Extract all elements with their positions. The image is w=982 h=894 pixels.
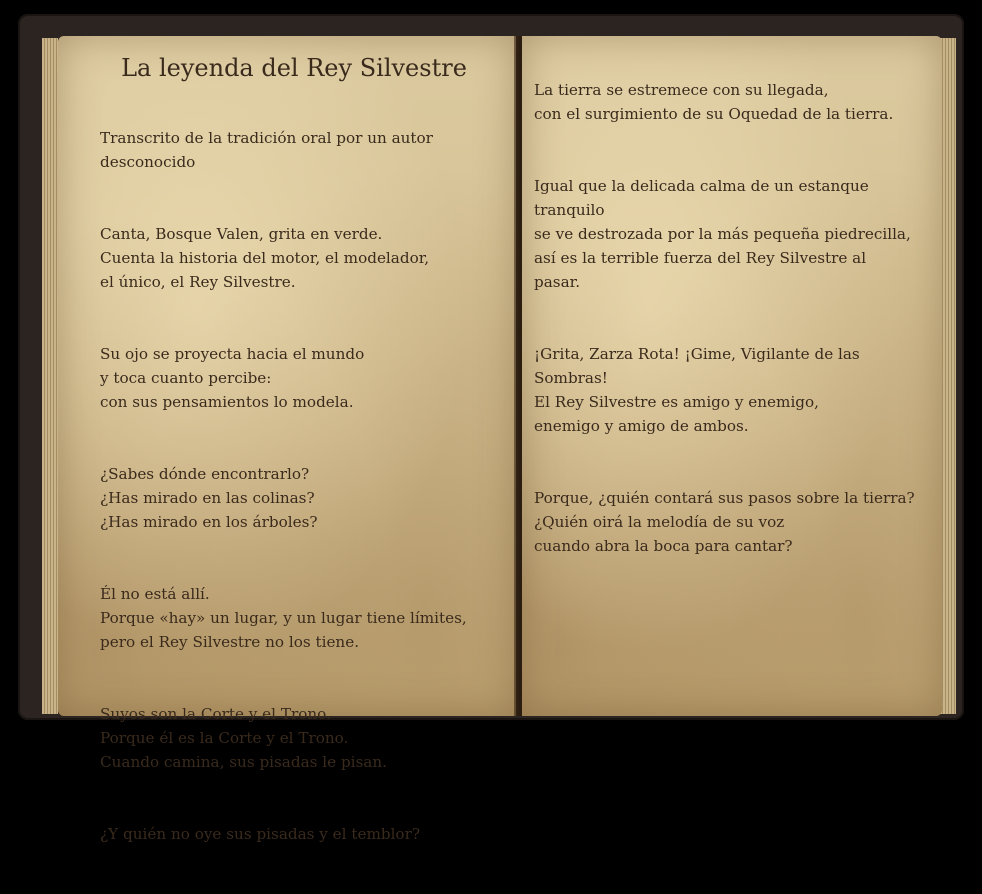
paragraph: Su ojo se proyecta hacia el mundo y toca cuanto percibe: con sus pensamientos lo modela.: [100, 345, 365, 411]
paragraph: Igual que la delicada calma de un estanque tranquilo se ve destrozada por la más pequeña piedrecilla, así es la terrible fuerza del Rey Silvestre al pasar.: [534, 177, 911, 291]
left-page-text: [100, 102, 510, 894]
paragraph: ¿Sabes dónde encontrarlo? ¿Has mirado en las colinas? ¿Has mirado en los árboles?: [100, 465, 318, 531]
paragraph: ¡Grita, Zarza Rota! ¡Gime, Vigilante de las Sombras! El Rey Silvestre es amigo y enemigo, enemigo y amigo de ambos.: [534, 345, 860, 435]
paragraph: Porque, ¿quién contará sus pasos sobre la tierra? ¿Quién oirá la melodía de su voz cuando abra la boca para cantar?: [534, 489, 915, 555]
paragraph: ¿Y quién no oye sus pisadas y el temblor?: [100, 825, 420, 843]
book-title: La leyenda del Rey Silvestre: [121, 54, 467, 82]
right-page: [522, 36, 942, 716]
paragraph: Transcrito de la tradición oral por un autor desconocido: [100, 129, 433, 171]
right-page-text: [534, 54, 934, 606]
paragraph: La tierra se estremece con su llegada, con el surgimiento de su Oquedad de la tierra.: [534, 81, 894, 123]
book-cover: [18, 14, 964, 843]
paragraph: Canta, Bosque Valen, grita en verde. Cuenta la historia del motor, el modelador, el único, el Rey Silvestre.: [100, 225, 430, 291]
left-page: [58, 36, 516, 843]
paragraph: Suyos son la Corte y el Trono. Porque él es la Corte y el Trono. Cuando camina, sus pisadas le pisan.: [100, 705, 387, 771]
page-edges-left: [42, 38, 58, 714]
page-edges-right: [940, 38, 956, 714]
paragraph: Él no está allí. Porque «hay» un lugar, y un lugar tiene límites, pero el Rey Silvestre no los tiene.: [100, 585, 467, 651]
